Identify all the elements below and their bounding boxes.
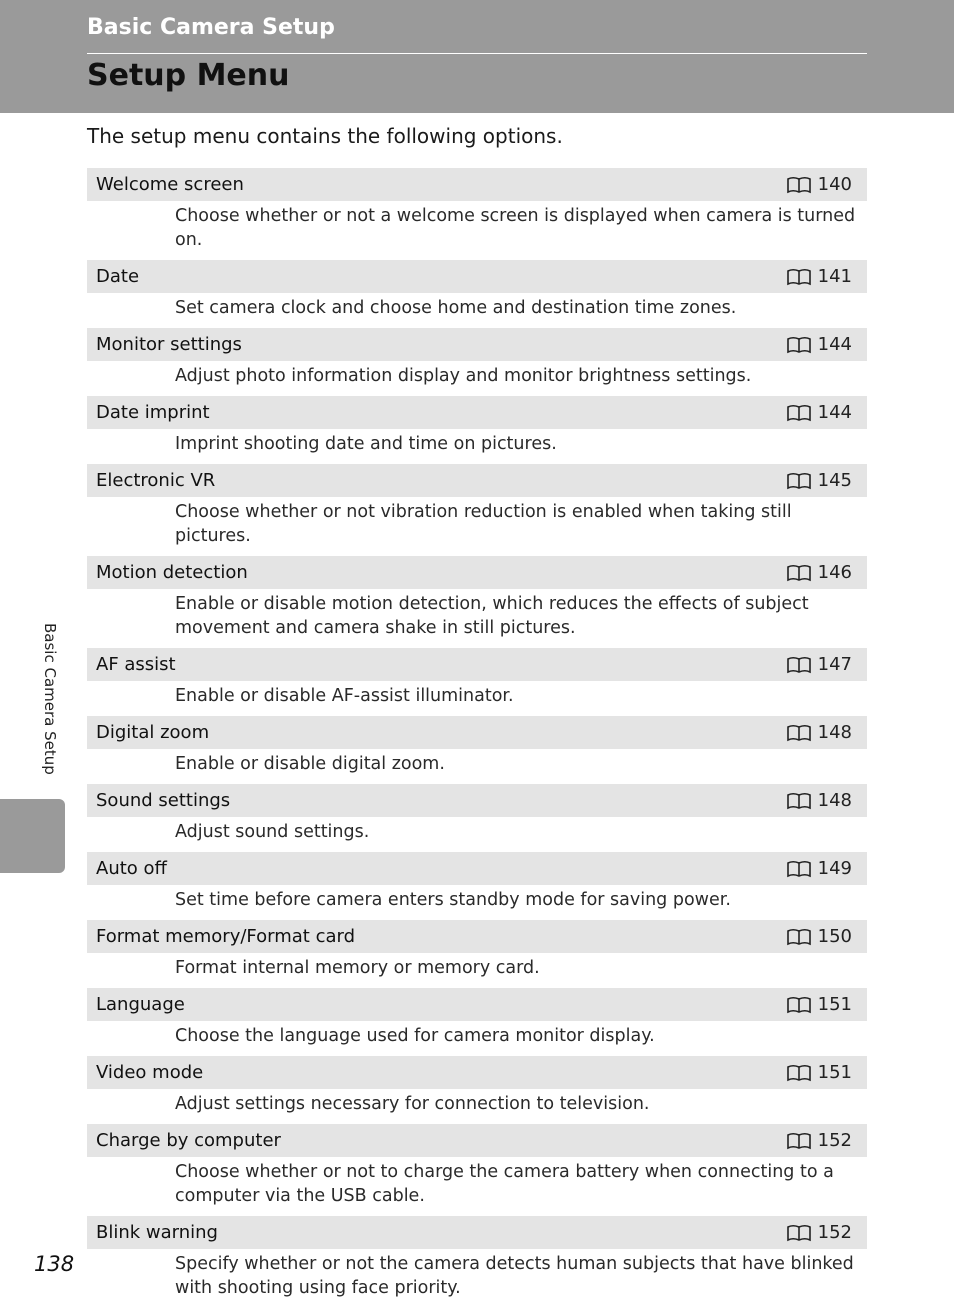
menu-entry bbox=[87, 168, 867, 260]
menu-entry-header bbox=[87, 988, 867, 1021]
menu-entry-description: Set camera clock and choose home and destination time zones. bbox=[175, 298, 737, 318]
menu-entry-name: Sound settings bbox=[96, 790, 231, 811]
menu-entry-header bbox=[87, 1216, 867, 1249]
menu-entry-description: Adjust settings necessary for connection to television. bbox=[175, 1094, 650, 1114]
menu-entry-name: Auto off bbox=[96, 858, 167, 879]
menu-entry-description: Enable or disable motion detection, which reduces the effects of subject movement and camera shake in still pictures. bbox=[175, 594, 809, 638]
menu-entry-description: Enable or disable digital zoom. bbox=[175, 754, 445, 774]
book-reference-icon bbox=[786, 336, 812, 354]
menu-entry-name: AF assist bbox=[96, 654, 176, 675]
menu-entry-header bbox=[87, 1056, 867, 1089]
book-reference-icon bbox=[786, 564, 812, 582]
page-reference-number: 145 bbox=[817, 470, 852, 491]
page-reference-number: 147 bbox=[817, 654, 852, 675]
page-reference bbox=[786, 790, 852, 811]
page-reference bbox=[786, 1130, 852, 1151]
menu-entry bbox=[87, 648, 867, 716]
menu-entry-name: Date imprint bbox=[96, 402, 210, 423]
menu-entry-description: Adjust photo information display and monitor brightness settings. bbox=[175, 366, 752, 386]
page-reference bbox=[786, 1222, 852, 1243]
menu-entry-header bbox=[87, 716, 867, 749]
page-reference bbox=[786, 174, 852, 195]
menu-entry-header bbox=[87, 784, 867, 817]
page-reference bbox=[786, 562, 852, 583]
menu-entry-name: Charge by computer bbox=[96, 1130, 281, 1151]
menu-entry bbox=[87, 1216, 867, 1308]
book-reference-icon bbox=[786, 1132, 812, 1150]
page-reference-number: 152 bbox=[817, 1130, 852, 1151]
side-tab-marker bbox=[0, 799, 65, 873]
header-divider bbox=[87, 53, 867, 54]
menu-entry-description: Choose whether or not to charge the camera battery when connecting to a computer via the USB cable. bbox=[175, 1162, 834, 1206]
page-reference-number: 149 bbox=[817, 858, 852, 879]
menu-entry bbox=[87, 784, 867, 852]
menu-entry bbox=[87, 1056, 867, 1124]
menu-entry-description: Format internal memory or memory card. bbox=[175, 958, 540, 978]
page-reference-number: 141 bbox=[817, 266, 852, 287]
book-reference-icon bbox=[786, 1064, 812, 1082]
page-reference-number: 140 bbox=[817, 174, 852, 195]
page-reference-number: 148 bbox=[817, 790, 852, 811]
setup-menu-table bbox=[87, 168, 867, 1308]
menu-entry-name: Digital zoom bbox=[96, 722, 210, 743]
menu-entry-header bbox=[87, 648, 867, 681]
menu-entry-header bbox=[87, 556, 867, 589]
menu-entry-name: Date bbox=[96, 266, 140, 287]
menu-entry-description: Imprint shooting date and time on pictures. bbox=[175, 434, 557, 454]
side-tab-label: Basic Camera Setup bbox=[41, 623, 59, 775]
menu-entry-description: Choose the language used for camera monitor display. bbox=[175, 1026, 655, 1046]
menu-entry-name: Motion detection bbox=[96, 562, 248, 583]
page-reference bbox=[786, 266, 852, 287]
page-reference bbox=[786, 654, 852, 675]
menu-entry bbox=[87, 328, 867, 396]
book-reference-icon bbox=[786, 928, 812, 946]
page-title: Setup Menu bbox=[87, 58, 290, 93]
menu-entry-name: Welcome screen bbox=[96, 174, 244, 195]
menu-entry-header bbox=[87, 328, 867, 361]
page-reference-number: 144 bbox=[817, 402, 852, 423]
book-reference-icon bbox=[786, 268, 812, 286]
page-reference-number: 151 bbox=[817, 1062, 852, 1083]
book-reference-icon bbox=[786, 656, 812, 674]
menu-entry-header bbox=[87, 920, 867, 953]
menu-entry-name: Language bbox=[96, 994, 185, 1015]
menu-entry bbox=[87, 852, 867, 920]
menu-entry bbox=[87, 556, 867, 648]
page-reference-number: 146 bbox=[817, 562, 852, 583]
page-reference bbox=[786, 858, 852, 879]
book-reference-icon bbox=[786, 1224, 812, 1242]
book-reference-icon bbox=[786, 792, 812, 810]
menu-entry-name: Blink warning bbox=[96, 1222, 218, 1243]
menu-entry-header bbox=[87, 464, 867, 497]
menu-entry bbox=[87, 396, 867, 464]
page-reference-number: 152 bbox=[817, 1222, 852, 1243]
page-reference bbox=[786, 1062, 852, 1083]
menu-entry-header bbox=[87, 260, 867, 293]
menu-entry bbox=[87, 1124, 867, 1216]
page-reference-number: 144 bbox=[817, 334, 852, 355]
menu-entry-description: Specify whether or not the camera detects human subjects that have blinked with shooting using face priority. bbox=[175, 1254, 854, 1298]
page-reference bbox=[786, 470, 852, 491]
page-reference bbox=[786, 722, 852, 743]
page-reference bbox=[786, 926, 852, 947]
page-reference bbox=[786, 994, 852, 1015]
menu-entry-description: Adjust sound settings. bbox=[175, 822, 370, 842]
page-reference bbox=[786, 402, 852, 423]
book-reference-icon bbox=[786, 860, 812, 878]
intro-text: The setup menu contains the following options. bbox=[87, 124, 563, 148]
menu-entry bbox=[87, 716, 867, 784]
menu-entry bbox=[87, 920, 867, 988]
menu-entry-name: Monitor settings bbox=[96, 334, 242, 355]
section-title: Basic Camera Setup bbox=[87, 15, 335, 40]
menu-entry-description: Choose whether or not a welcome screen is displayed when camera is turned on. bbox=[175, 206, 856, 250]
header-band bbox=[0, 0, 954, 113]
page-number: 138 bbox=[34, 1252, 75, 1276]
page-reference-number: 148 bbox=[817, 722, 852, 743]
page-reference-number: 150 bbox=[817, 926, 852, 947]
book-reference-icon bbox=[786, 996, 812, 1014]
page-reference bbox=[786, 334, 852, 355]
menu-entry-description: Set time before camera enters standby mode for saving power. bbox=[175, 890, 731, 910]
menu-entry-name: Video mode bbox=[96, 1062, 204, 1083]
menu-entry-header bbox=[87, 396, 867, 429]
menu-entry-name: Electronic VR bbox=[96, 470, 216, 491]
menu-entry-description: Enable or disable AF-assist illuminator. bbox=[175, 686, 514, 706]
book-reference-icon bbox=[786, 472, 812, 490]
menu-entry-header bbox=[87, 168, 867, 201]
menu-entry-description: Choose whether or not vibration reduction is enabled when taking still pictures. bbox=[175, 502, 792, 546]
menu-entry-header bbox=[87, 1124, 867, 1157]
book-reference-icon bbox=[786, 176, 812, 194]
menu-entry-name: Format memory/Format card bbox=[96, 926, 356, 947]
menu-entry bbox=[87, 464, 867, 556]
book-reference-icon bbox=[786, 404, 812, 422]
book-reference-icon bbox=[786, 724, 812, 742]
menu-entry bbox=[87, 988, 867, 1056]
menu-entry-header bbox=[87, 852, 867, 885]
page-reference-number: 151 bbox=[817, 994, 852, 1015]
menu-entry bbox=[87, 260, 867, 328]
